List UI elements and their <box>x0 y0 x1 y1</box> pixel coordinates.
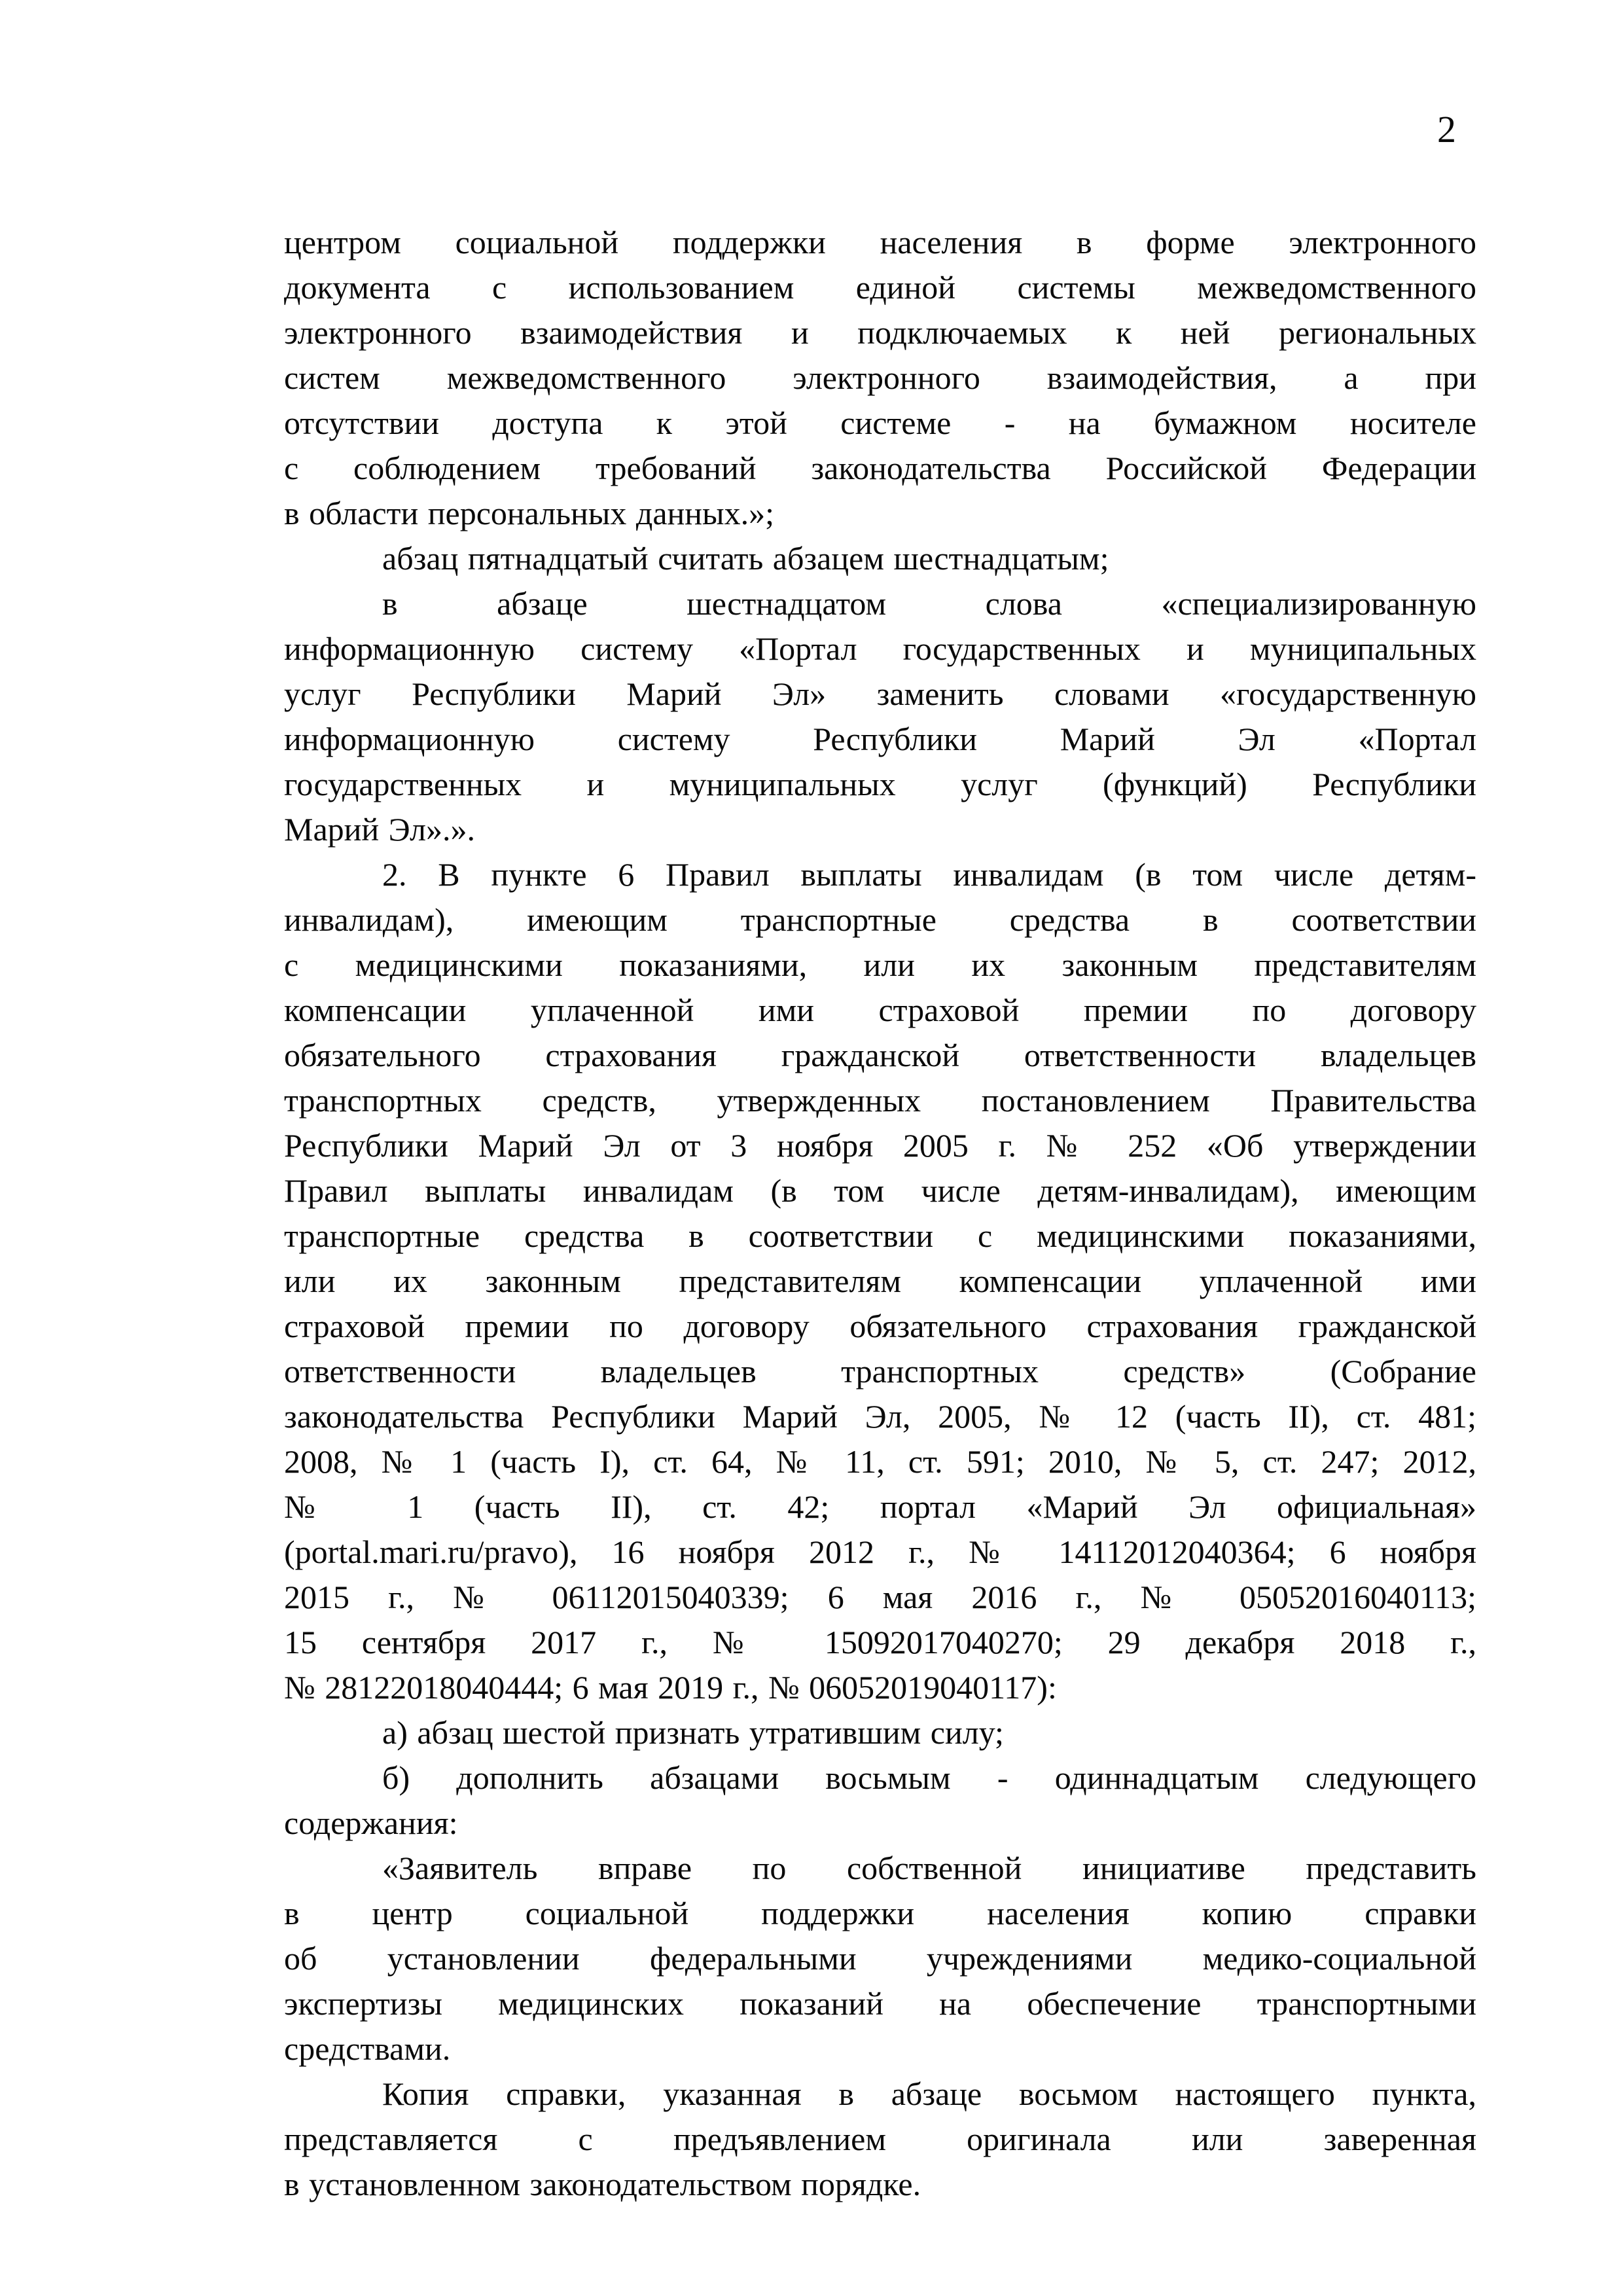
text-line: обязательного страхования гражданской ответственности владельцев <box>284 1037 1476 1073</box>
paragraph <box>284 852 1476 1710</box>
text-line: б) дополнить абзацами восьмым - одиннадцатым следующего <box>382 1759 1476 1796</box>
text-line: в установленном законодательством порядке. <box>284 2166 921 2202</box>
paragraph <box>284 220 1476 536</box>
text-line: инвалидам), имеющим транспортные средства в соответствии <box>284 901 1476 938</box>
text-line: 2. В пункте 6 Правил выплаты инвалидам (в том числе детям- <box>382 856 1476 893</box>
text-line: услуг Республики Марий Эл» заменить словами «государственную <box>284 675 1476 712</box>
text-line: Республики Марий Эл от 3 ноября 2005 г. № 252 «Об утверждении <box>284 1127 1476 1164</box>
text-line: систем межведомственного электронного взаимодействия, а при <box>284 359 1476 396</box>
text-line: средствами. <box>284 2030 451 2067</box>
text-line: 15 сентября 2017 г., № 15092017040270; 29 декабря 2018 г., <box>284 1624 1476 1660</box>
text-line: или их законным представителям компенсации уплаченной ими <box>284 1263 1476 1299</box>
text-line: документа с использованием единой системы межведомственного <box>284 269 1476 306</box>
text-line: Правил выплаты инвалидам (в том числе детям-инвалидам), имеющим <box>284 1172 1476 1209</box>
text-line: ответственности владельцев транспортных средств» (Собрание <box>284 1353 1476 1390</box>
paragraph <box>284 536 1476 581</box>
paragraph <box>284 2072 1476 2207</box>
text-line: (portal.mari.ru/pravo), 16 ноября 2012 г., № 14112012040364; 6 ноября <box>284 1534 1476 1570</box>
text-line: в абзаце шестнадцатом слова «специализированную <box>382 585 1476 622</box>
text-line: транспортные средства в соответствии с медицинскими показаниями, <box>284 1217 1476 1254</box>
text-line: № 1 (часть II), ст. 42; портал «Марий Эл официальная» <box>284 1488 1476 1525</box>
text-line: отсутствии доступа к этой системе - на бумажном носителе <box>284 404 1476 441</box>
document-text <box>284 220 1476 2207</box>
text-line: об установлении федеральными учреждениями медико-социальной <box>284 1940 1476 1977</box>
text-line: в центр социальной поддержки населения копию справки <box>284 1895 1476 1931</box>
text-line: а) абзац шестой признать утратившим силу; <box>382 1714 1004 1751</box>
text-line: информационную систему «Портал государственных и муниципальных <box>284 630 1476 667</box>
text-line: с медицинскими показаниями, или их законным представителям <box>284 946 1476 983</box>
text-line: 2008, № 1 (часть I), ст. 64, № 11, ст. 591; 2010, № 5, ст. 247; 2012, <box>284 1443 1476 1480</box>
text-line: Марий Эл».». <box>284 811 475 848</box>
text-line: информационную систему Республики Марий Эл «Портал <box>284 721 1476 757</box>
text-line: Копия справки, указанная в абзаце восьмом настоящего пункта, <box>382 2075 1476 2112</box>
paragraph <box>284 1710 1476 1755</box>
text-line: 2015 г., № 06112015040339; 6 мая 2016 г., № 05052016040113; <box>284 1579 1476 1615</box>
text-line: № 28122018040444; 6 мая 2019 г., № 06052019040117): <box>284 1669 1057 1706</box>
text-line: абзац пятнадцатый считать абзацем шестнадцатым; <box>382 540 1109 577</box>
text-line: с соблюдением требований законодательства Российской Федерации <box>284 450 1476 486</box>
page-number: 2 <box>1437 108 1456 151</box>
paragraph <box>284 1755 1476 1846</box>
text-line: компенсации уплаченной ими страховой премии по договору <box>284 992 1476 1028</box>
text-line: страховой премии по договору обязательного страхования гражданской <box>284 1308 1476 1344</box>
paragraph <box>284 581 1476 852</box>
text-line: содержания: <box>284 1804 458 1841</box>
text-line: транспортных средств, утвержденных постановлением Правительства <box>284 1082 1476 1119</box>
text-line: представляется с предъявлением оригинала или заверенная <box>284 2121 1476 2157</box>
text-line: экспертизы медицинских показаний на обеспечение транспортными <box>284 1985 1476 2022</box>
text-line: «Заявитель вправе по собственной инициативе представить <box>382 1850 1476 1886</box>
paragraph <box>284 1846 1476 2072</box>
text-line: законодательства Республики Марий Эл, 2005, № 12 (часть II), ст. 481; <box>284 1398 1476 1435</box>
text-line: электронного взаимодействия и подключаемых к ней региональных <box>284 314 1476 351</box>
text-line: в области персональных данных.»; <box>284 495 775 531</box>
text-line: центром социальной поддержки населения в форме электронного <box>284 224 1476 260</box>
text-line: государственных и муниципальных услуг (функций) Республики <box>284 766 1476 802</box>
